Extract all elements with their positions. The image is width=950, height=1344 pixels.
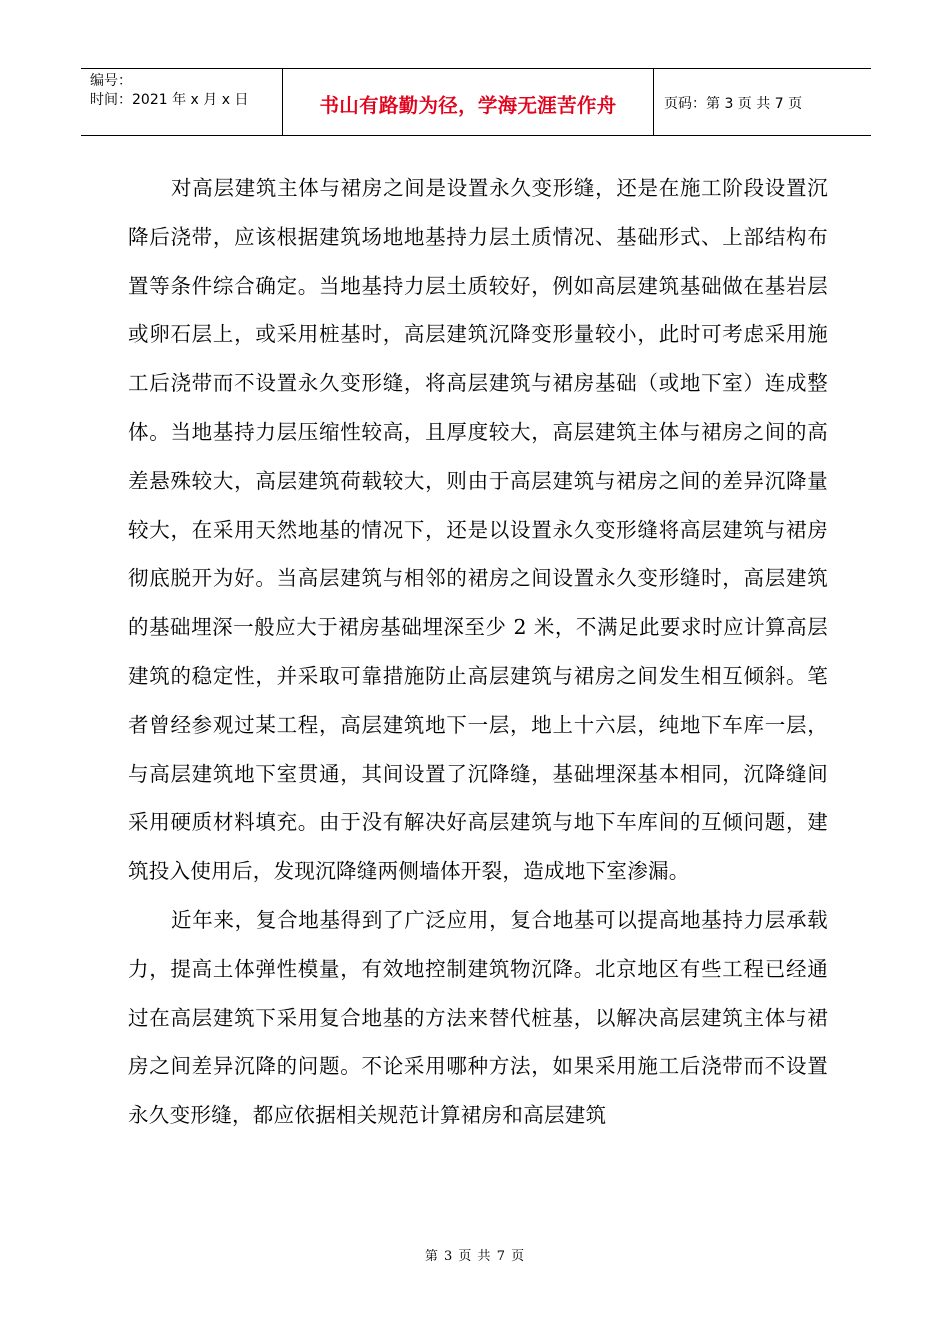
header-number-label: 编号： — [90, 73, 132, 89]
page-footer — [0, 1245, 950, 1264]
header-slogan-cell — [283, 69, 654, 135]
footer-page-number: 第 3 页 共 7 页 — [424, 1249, 526, 1264]
header-page-cell — [654, 69, 871, 135]
document-body — [128, 164, 828, 1140]
header-page-label: 页码：第 3 页 共 7 页 — [664, 96, 803, 112]
header-slogan: 书山有路勤为径，学海无涯苦作舟 — [319, 94, 617, 117]
page-header — [81, 68, 871, 136]
paragraph: 对高层建筑主体与裙房之间是设置永久变形缝，还是在施工阶段设置沉降后浇带，应该根据建筑场地地基持力层土质情况、基础形式、上部结构布置等条件综合确定。当地基持力层土质较好，例如高层建筑基础做在基岩层或卵石层上，或采用桩基时，高层建筑沉降变形量较小，此时可考虑采用施工后浇带而不设置永久变形缝，将高层建筑与裙房基础（或地下室）连成整体。当地基持力层压缩性较高，且厚度较大，高层建筑主体与裙房之间的高差悬殊较大，高层建筑荷载较大，则由于高层建筑与裙房之间的差异沉降量较大，在采用天然地基的情况下，还是以设置永久变形缝将高层建筑与裙房彻底脱开为好。当高层建筑与相邻的裙房之间设置永久变形缝时，高层建筑的基础埋深一般应大于裙房基础埋深至少 2 米，不满足此要求时应计算高层建筑的稳定性，并采取可靠措施防止高层建筑与裙房之间发生相互倾斜。笔者曾经参观过某工程，高层建筑地下一层，地上十六层，纯地下车库一层，与高层建筑地下室贯通，其间设置了沉降缝，基础埋深基本相同，沉降缝间采用硬质材料填充。由于没有解决好高层建筑与地下车库间的互倾问题，建筑投入使用后，发现沉降缝两侧墙体开裂，造成地下室渗漏。 — [128, 176, 828, 884]
paragraph: 近年来，复合地基得到了广泛应用，复合地基可以提高地基持力层承载力，提高土体弹性模量，有效地控制建筑物沉降。北京地区有些工程已经通过在高层建筑下采用复合地基的方法来替代桩基，以解决高层建筑主体与裙房之间差异沉降的问题。不论采用哪种方法，如果采用施工后浇带而不设置永久变形缝，都应依据相关规范计算裙房和高层建筑 — [128, 907, 828, 1128]
header-time-label: 时间：2021 年 x 月 x 日 — [90, 92, 249, 108]
header-info-cell — [81, 69, 283, 135]
